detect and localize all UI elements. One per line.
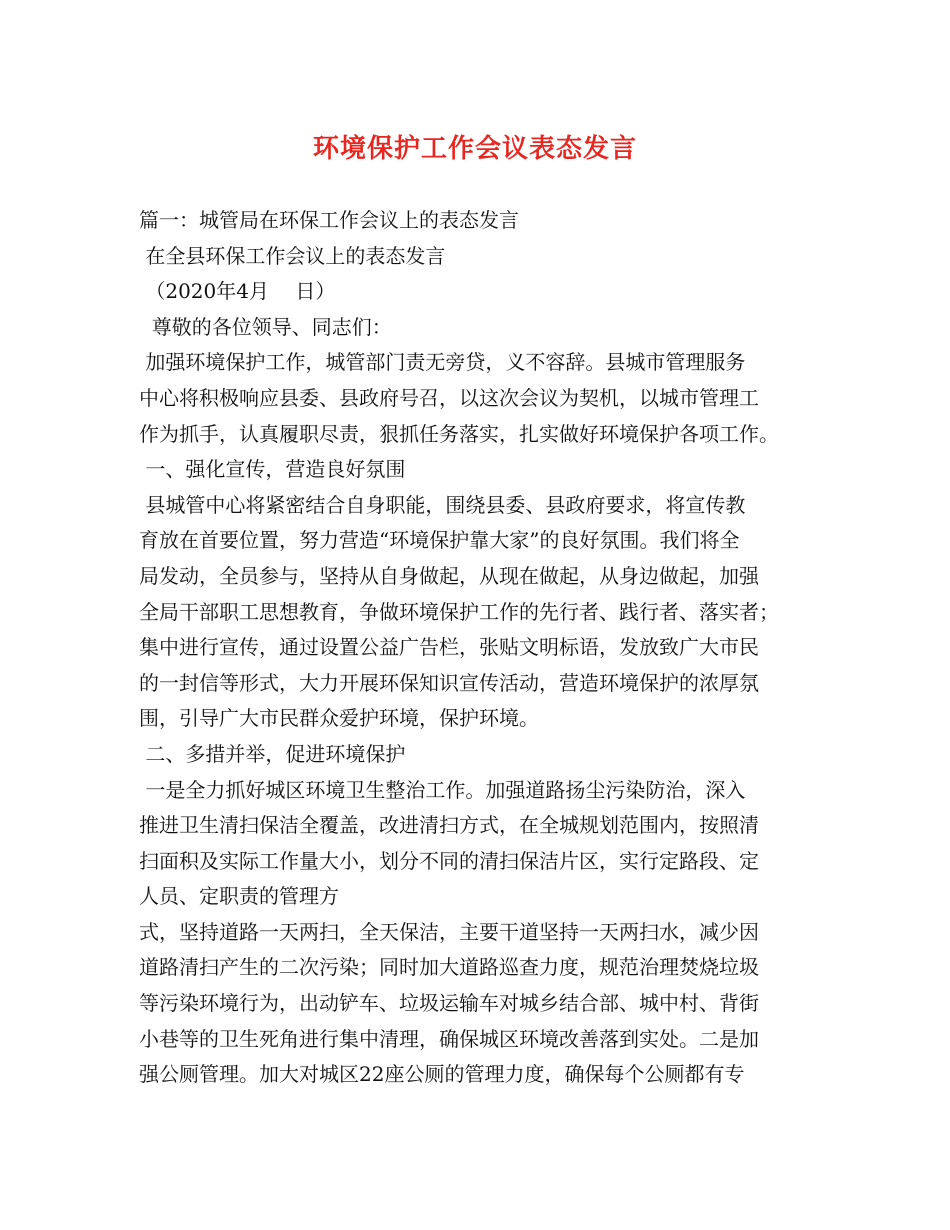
text-line: 篇一：城管局在环保工作会议上的表态发言 [139,208,519,232]
document-body [139,203,839,1093]
text-line: 二、多措并举，促进环境保护 [139,741,406,766]
text-line: 县城管中心将紧密结合自身职能，围绕县委、县政府要求，将宣传教 [139,492,746,517]
text-line: （2020年4月 日） [139,279,336,304]
text-line: 等污染环境行为，出动铲车、垃圾运输车对城乡结合部、城中村、背街 [139,991,759,1016]
text-line: 中心将积极响应县委、县政府号召，以这次会议为契机，以城市管理工 [139,385,759,410]
text-line: 作为抓手，认真履职尽责，狠抓任务落实，扎实做好环境保护各项工作。 [139,421,779,446]
text-line: 推进卫生清扫保洁全覆盖，改进清扫方式，在全城规划范围内，按照清 [139,813,759,838]
page-title: 环境保护工作会议表态发言 [312,134,637,164]
text-line: 围，引导广大市民群众爱护环境，保护环境。 [139,706,539,731]
text-line: 小巷等的卫生死角进行集中清理，确保城区环境改善落到实处。二是加 [139,1026,759,1051]
text-line: 尊敬的各位领导、同志们： [139,314,392,339]
text-line: 扫面积及实际工作量大小，划分不同的清扫保洁片区，实行定路段、定 [139,848,759,873]
text-line: 育放在首要位置，努力营造“环境保护靠大家”的良好氛围。我们将全 [139,528,740,553]
text-line: 加强环境保护工作，城管部门责无旁贷，义不容辞。县城市管理服务 [139,350,746,375]
text-line: 一、强化宣传，营造良好氛围 [139,457,406,482]
text-line: 集中进行宣传，通过设置公益广告栏，张贴文明标语，发放致广大市民 [139,635,759,660]
text-line: 局发动，全员参与，坚持从自身做起，从现在做起，从身边做起，加强 [139,563,759,588]
text-line: 全局干部职工思想教育，争做环境保护工作的先行者、践行者、落实者； [139,599,779,624]
text-line: 的一封信等形式，大力开展环保知识宣传活动，营造环境保护的浓厚氛 [139,670,759,695]
text-line: 道路清扫产生的二次污染；同时加大道路巡查力度，规范治理焚烧垃圾 [139,955,759,980]
text-line: 一是全力抓好城区环境卫生整治工作。加强道路扬尘污染防治，深入 [139,777,746,802]
text-line: 强公厕管理。加大对城区22座公厕的管理力度，确保每个公厕都有专 [139,1062,745,1087]
text-line: 人员、定职责的管理方 [139,884,339,909]
text-line: 式，坚持道路一天两扫，全天保洁，主要干道坚持一天两扫水，减少因 [139,919,759,944]
text-line: 在全县环保工作会议上的表态发言 [139,243,446,268]
